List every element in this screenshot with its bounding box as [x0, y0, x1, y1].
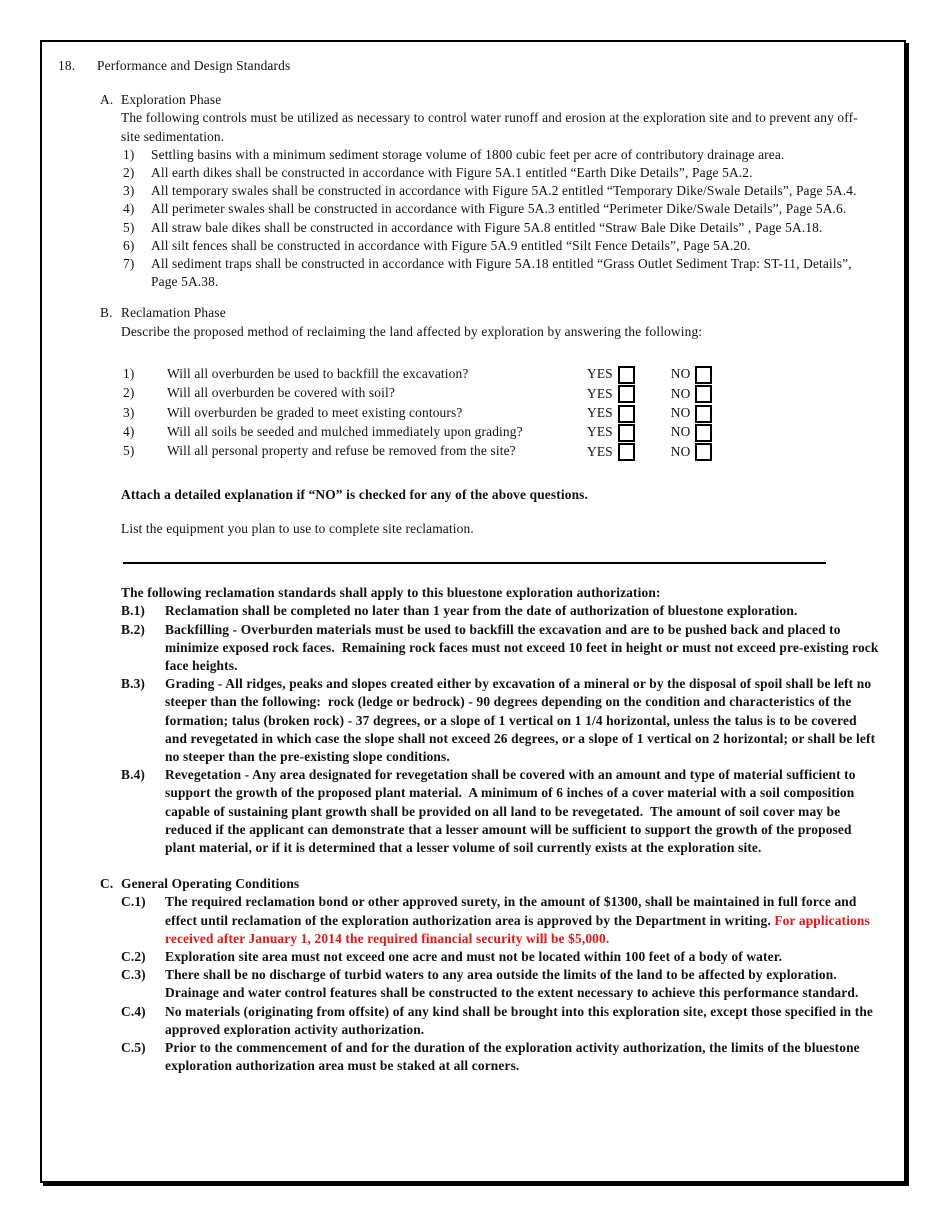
section-b-label: B. — [100, 305, 113, 321]
no-checkbox[interactable] — [695, 424, 712, 442]
yes-option — [587, 365, 635, 384]
no-checkbox[interactable] — [695, 443, 712, 461]
yes-checkbox[interactable] — [618, 405, 635, 423]
list-item-number: 3) — [123, 183, 135, 199]
standard-item — [121, 602, 880, 620]
condition-text: No materials (originating from offsite) of any kind shall be brought into this exploration site, except those specified in the approved exploration activity authorization. — [165, 1003, 877, 1037]
section-b-heading — [100, 304, 880, 322]
yes-option — [587, 442, 635, 461]
list-item-number: 1) — [123, 146, 135, 162]
list-item — [123, 200, 880, 218]
condition-number: C.5) — [121, 1040, 146, 1056]
standard-text: Backfilling - Overburden materials must be used to backfill the excavation and are to be pushed back and placed to minimize exposed rock faces. Remaining rock faces must not exceed 10 feet in height or must not exceed pre-existing rock face heights. — [165, 621, 882, 674]
condition-item — [121, 1003, 880, 1039]
condition-text — [165, 893, 880, 948]
standard-number: B.4) — [121, 767, 146, 783]
page-title: Performance and Design Standards — [97, 58, 291, 73]
separator-line — [123, 562, 826, 564]
list-item-number: 2) — [123, 165, 135, 181]
standard-item — [121, 621, 880, 676]
question-row — [58, 384, 880, 403]
section-a-intro: The following controls must be utilized as necessary to control water runoff and erosion at the exploration site and to prevent any off-site sedimentation. — [121, 110, 858, 144]
condition-number: C.3) — [121, 967, 146, 983]
list-item-text: All sediment traps shall be constructed in accordance with Figure 5A.18 entitled “Grass Outlet Sediment Trap: ST-11, Details”, Page 5A.38. — [151, 256, 856, 290]
condition-item — [121, 948, 880, 966]
no-option — [671, 384, 713, 403]
list-item-text: Settling basins with a minimum sediment storage volume of 1800 cubic feet per acre of contributory drainage area. — [151, 146, 785, 162]
document-number: 18. — [58, 58, 76, 73]
section-b-intro: Describe the proposed method of reclaiming the land affected by exploration by answering the following: — [121, 323, 703, 339]
yes-checkbox[interactable] — [618, 366, 635, 384]
condition-number: C.2) — [121, 949, 146, 965]
standard-number: B.3) — [121, 676, 146, 692]
question-row — [58, 423, 880, 442]
question-number: 2) — [123, 385, 135, 401]
list-item-number: 5) — [123, 219, 135, 235]
yes-checkbox[interactable] — [618, 424, 635, 442]
list-item-number: 4) — [123, 201, 135, 217]
section-c-label: C. — [100, 876, 114, 892]
list-item-text: All temporary swales shall be constructed in accordance with Figure 5A.2 entitled “Temporary Dike/Swale Details”, Page 5A.4. — [151, 183, 857, 199]
document-page — [40, 40, 906, 1183]
section-c-heading — [100, 875, 880, 893]
yes-option — [587, 384, 635, 403]
equipment-prompt: List the equipment you plan to use to complete site reclamation. — [121, 521, 474, 536]
question-text: Will all personal property and refuse be removed from the site? — [167, 443, 516, 459]
list-item-number: 6) — [123, 237, 135, 253]
standard-item — [121, 675, 880, 766]
question-text: Will overburden be graded to meet existing contours? — [167, 404, 463, 420]
yes-checkbox[interactable] — [618, 443, 635, 461]
yes-option — [587, 423, 635, 442]
list-item-number: 7) — [123, 256, 135, 272]
question-number: 1) — [123, 365, 135, 381]
yes-label: YES — [587, 424, 613, 440]
standard-text: Grading - All ridges, peaks and slopes created either by excavation of a mineral or by the disposal of spoil shall be left no steeper than the following: rock (ledge or bedrock) - 90 degrees depending on the condition and characteristics of the formation; talus (broken rock) - 37 degrees, or a slope of 1 vertical on 1 1/4 horizontal, unless the talus is to be covered and revegetated in which case the slope shall not exceed 26 degrees, or a slope of 1 vertical on 2 horizontal; or shall be left no steeper than the pre-existing slope conditions. — [165, 676, 879, 765]
standard-text: Revegetation - Any area designated for revegetation shall be covered with an amount and type of material sufficient to support the growth of the proposed plant material. A minimum of 6 inches of a cover material with a soil composition capable of sustaining plant growth shall be provided on all land to be revegetated. The amount of soil cover may be reduced if the applicant can demonstrate that a lesser amount will be sufficient to support the growth of the proposed plant material, or if it is determined that a lesser volume of soil currently exists at the exploration site. — [165, 767, 860, 856]
section-a-heading — [100, 91, 880, 109]
condition-number: C.1) — [121, 894, 146, 910]
condition-text-main: The required reclamation bond or other approved surety, in the amount of $1300, shall be maintained in full force and effect until reclamation of the exploration authorization area is approved by the Department in writing. — [165, 894, 860, 928]
no-label: NO — [670, 385, 691, 401]
reclamation-questions — [58, 365, 880, 462]
list-item-text: All silt fences shall be constructed in accordance with Figure 5A.9 entitled “Silt Fence Details”, Page 5A.20. — [151, 237, 751, 253]
standard-item — [121, 766, 880, 857]
list-item — [123, 237, 880, 255]
yes-label: YES — [587, 405, 613, 421]
section-c-title: General Operating Conditions — [121, 876, 300, 892]
no-option — [671, 423, 713, 442]
condition-item — [121, 966, 880, 1002]
no-option — [671, 404, 713, 423]
attach-explanation-note: Attach a detailed explanation if “NO” is checked for any of the above questions. — [121, 486, 589, 502]
yes-label: YES — [587, 443, 613, 459]
no-checkbox[interactable] — [695, 385, 712, 403]
yes-option — [587, 404, 635, 423]
question-row — [58, 365, 880, 384]
list-item — [123, 219, 880, 237]
standard-number: B.2) — [121, 621, 146, 637]
standard-text: Reclamation shall be completed no later than 1 year from the date of authorization of bluestone exploration. — [165, 603, 798, 619]
no-label: NO — [670, 405, 691, 421]
question-text: Will all soils be seeded and mulched immediately upon grading? — [167, 424, 523, 440]
no-checkbox[interactable] — [695, 366, 712, 384]
condition-text: There shall be no discharge of turbid waters to any area outside the limits of the land to be affected by exploration. Drainage and water control features shall be constructed to the extent necessary to achieve this performance standard. — [165, 967, 859, 1001]
condition-number: C.4) — [121, 1003, 146, 1019]
question-number: 4) — [123, 424, 135, 440]
standards-intro: The following reclamation standards shall apply to this bluestone exploration authorization: — [121, 585, 661, 601]
no-label: NO — [670, 424, 691, 440]
document-title-row — [58, 57, 880, 75]
list-item — [123, 146, 880, 164]
standard-number: B.1) — [121, 603, 146, 619]
question-number: 5) — [123, 443, 135, 459]
list-item-text: All earth dikes shall be constructed in accordance with Figure 5A.1 entitled “Earth Dike Details”, Page 5A.2. — [151, 165, 753, 181]
no-checkbox[interactable] — [695, 405, 712, 423]
condition-text: Prior to the commencement of and for the duration of the exploration activity authorization, the limits of the bluestone exploration authorization area must be staked at all corners. — [165, 1040, 864, 1074]
condition-item — [121, 893, 880, 948]
no-label: NO — [670, 366, 691, 382]
section-a-title: Exploration Phase — [121, 92, 222, 108]
list-item — [123, 164, 880, 182]
question-row — [58, 442, 880, 461]
question-text: Will all overburden be covered with soil? — [167, 385, 395, 401]
condition-item — [121, 1039, 880, 1075]
yes-checkbox[interactable] — [618, 385, 635, 403]
yes-label: YES — [587, 385, 613, 401]
question-text: Will all overburden be used to backfill the excavation? — [167, 365, 469, 381]
condition-text: Exploration site area must not exceed one acre and must not be located within 100 feet of a body of water. — [165, 949, 783, 965]
list-item-text: All perimeter swales shall be constructed in accordance with Figure 5A.3 entitled “Perimeter Dike/Swale Details”, Page 5A.6. — [151, 201, 847, 217]
no-option — [671, 442, 713, 461]
list-item — [123, 182, 880, 200]
section-a-label: A. — [100, 92, 114, 108]
question-row — [58, 404, 880, 423]
no-option — [671, 365, 713, 384]
no-label: NO — [670, 443, 691, 459]
red-notice: For applications received after January 1, 2014 the required financial security will be $5,000. — [165, 912, 874, 946]
section-b-title: Reclamation Phase — [121, 305, 226, 321]
list-item — [123, 255, 880, 291]
yes-label: YES — [587, 366, 613, 382]
question-number: 3) — [123, 404, 135, 420]
list-item-text: All straw bale dikes shall be constructed in accordance with Figure 5A.8 entitled “Straw Bale Dike Details” , Page 5A.18. — [151, 219, 823, 235]
